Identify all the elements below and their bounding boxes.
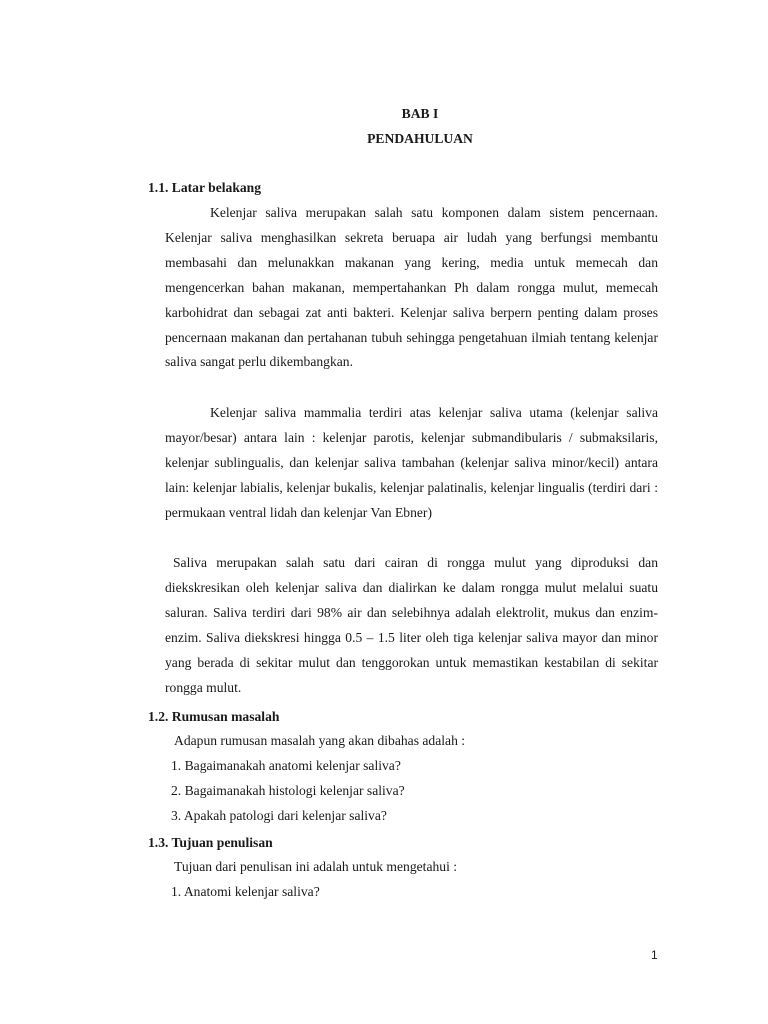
tujuan-intro: Tujuan dari penulisan ini adalah untuk mengetahui :	[174, 859, 458, 874]
list-item: 3. Apakah patologi dari kelenjar saliva?	[171, 808, 387, 823]
list-item: 1. Bagaimanakah anatomi kelenjar saliva?	[171, 758, 401, 773]
paragraph-1: Kelenjar saliva merupakan salah satu komponen dalam sistem pencernaan. Kelenjar saliva menghasilkan sekreta beruapa air ludah yang berfungsi membantu membasahi dan melunakkan makanan yang kering, media untuk memecah dan mengencerkan bahan makanan, mempertahankan Ph dalam rongga mulut, memecah karbohidrat dan sebagai zat anti bakteri. Kelenjar saliva berpern penting dalam proses pencernaan makanan dan pertahanan tubuh sehingga pengetahuan ilmiah tentang kelenjar saliva sangat perlu dikembangkan.	[165, 205, 658, 370]
list-item: 2. Bagaimanakah histologi kelenjar saliva?	[171, 783, 405, 798]
section-heading-tujuan-penulisan: 1.3. Tujuan penulisan	[148, 835, 273, 850]
page-number: 1	[651, 948, 658, 962]
paragraph-3: Saliva merupakan salah satu dari cairan di rongga mulut yang diproduksi dan diekskresikan oleh kelenjar saliva dan dialirkan ke dalam rongga mulut melalui suatu saluran. Saliva terdiri dari 98% air dan selebihnya adalah elektrolit, mukus dan enzim-enzim. Saliva diekskresi hingga 0.5 – 1.5 liter oleh tiga kelenjar saliva mayor dan minor yang berada di sekitar mulut dan tenggorokan untuk memastikan kestabilan di sekitar rongga mulut.	[165, 555, 658, 695]
section-heading-latar-belakang: 1.1. Latar belakang	[148, 180, 262, 195]
chapter-number: BAB I	[401, 106, 439, 121]
chapter-title: PENDAHULUAN	[367, 131, 473, 146]
section-heading-rumusan-masalah: 1.2. Rumusan masalah	[148, 709, 280, 724]
rumusan-intro: Adapun rumusan masalah yang akan dibahas adalah :	[174, 733, 466, 748]
paragraph-2: Kelenjar saliva mammalia terdiri atas kelenjar saliva utama (kelenjar saliva mayor/besar) antara lain : kelenjar parotis, kelenjar submandibularis / submaksilaris, kelenjar sublingualis, dan kelenjar saliva tambahan (kelenjar saliva minor/kecil) antara lain: kelenjar labialis, kelenjar bukalis, kelenjar palatinalis, kelenjar lingualis (terdiri dari : permukaan ventral lidah dan kelenjar Van Ebner)	[165, 405, 658, 520]
list-item: 1. Anatomi kelenjar saliva?	[171, 884, 320, 899]
